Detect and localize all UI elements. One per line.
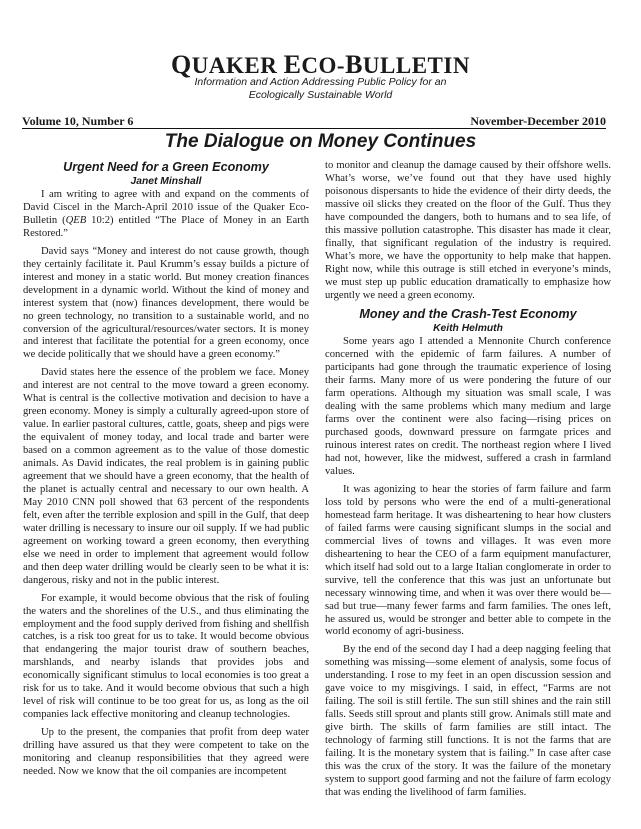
left-column	[23, 160, 309, 820]
article1-paragraph-2: David says “Money and interest do not cause growth, though they certainly facilitate it. Paul Krumm’s essay builds a picture of interest and money in a static world. But money creation finances development in a dynamic world. Without the kind of money and interest system that (now) finances development, there would be no green technology, no transition to a sustainable world, and no conversion of the agricultural/resources/water sectors. It is money and interest that facilitate the potential for a green economy, once we decide politically that we should have a green economy.”	[23, 245, 309, 361]
article1-paragraph-3: David states here the essence of the problem we face. Money and interest are not central to the move toward a green economy. What is central is the collective motivation and decision to have a green economy. Money is simply a culturally agreed-upon store of value. In earlier pastoral cultures, cattle, goats, sheep and pigs were the equivalent of money today, and local trade and barter were based on a common agreement as to the value of those domestic animals. As David indicates, the real problem is in gaining public agreement that we should have a green economy, that the health of the planet is actually central and necessary to our own health. A May 2010 CNN poll showed that 63 percent of the respondents felt, even after the terrible explosion and spill in the Gulf, that deep water drilling is necessary to insure our oil supply. If we had public agreement on working toward a green economy, then everything else we need in order to implement that agreement would follow and then deep water drilling would be clearly seen to be what it is: dangerous, risky and not in the public interest.	[23, 367, 309, 586]
article2-author: Keith Helmuth	[433, 323, 503, 335]
article1-paragraph-5: Up to the present, the companies that profit from deep water drilling have assured us that they were competent to take on the monitoring and cleanup responsibilities that they agreed were needed. Now we know that the oil companies are incompetent	[23, 727, 309, 777]
article1-author: Janet Minshall	[130, 176, 202, 187]
header-rule	[22, 128, 606, 129]
article1-paragraph-1: I am writing to agree with and expand on the comments of David Ciscel in the March-April 2010 issue of the Quaker Eco-Bulletin (QEB 10:2) entitled “The Place of Money in an Earth Restored.”	[23, 189, 310, 239]
article2-paragraph-1: Some years ago I attended a Mennonite Church conference concerned with the epidemic of farm failures. A number of participants had gone through the traumatic experience of losing their farms. Many more of us were pondering the future of our farm operations. Although my situation was small scale, I was dealing with the same problems which many medium and large farms over the continent were also facing—rising prices on purchased goods, downward pressure on farmgate prices and ruinous interest rates on credit. The northeast region where I lived had not, however, like the midwest, suffered a crash in farmland values.	[325, 336, 611, 478]
issue-date: November-December 2010	[470, 114, 606, 128]
article2-paragraph-3: By the end of the second day I had a deep nagging feeling that something was missing—some element of analysis, some focus of understanding. I rose to my feet in an open discussion session and gave voice to my misgivings. I said, in effect, “Farms are not failing. The soil is still fertile. The sun still shines and the rain still falls. Seeds still sprout and plants still grow. Animals still mate and give birth. The skills of farm families are still intact. The technology of farming still functions. It is not the farms that are failing. It is the monetary system that is failing.” In case after case this was the crux of the story. It was the failure of the monetary system to support good farming and not the failure of farm ecology that was ending the livelihood of farm families.	[325, 644, 611, 798]
article2-heading: Money and the Crash-Test Economy	[359, 307, 577, 322]
page-title: The Dialogue on Money Continues	[164, 131, 477, 152]
issue-volume: Volume 10, Number 6	[22, 114, 134, 128]
article2-paragraph-2: It was agonizing to hear the stories of farm failure and farm loss told by persons who were the end of a multi-generational homestead farm heritage. It was disheartening to hear how clusters of failed farms were causing significant slumps in the social and commercial lives of towns and villages. It was even more disheartening to hear the CEO of a farm equipment manufacturer, which itself had sold out to a large Italian conglomerate in order to survive, tell the conference that this was just an unfortunate but necessary winnowing time, and when it was over there would be—sad but true—many fewer farms and farm families. The ones left, he assured us, would be stronger and better able to compete in the world economy of agri-business.	[325, 483, 611, 638]
right-column	[325, 160, 611, 820]
newsletter-title: QUAKER ECO-BULLETIN	[171, 50, 470, 79]
newsletter-subtitle-line2: Ecologically Sustainable World	[248, 89, 393, 101]
newsletter-subtitle-line1: Information and Action Addressing Public Policy for an	[194, 76, 447, 88]
article1-paragraph-4: For example, it would become obvious that the risk of fouling the waters and the shorelines of the U.S., and thus eliminating the employment and the food supply derived from fishing and shellfish catches, is a risk too great for us to take. It would become obvious that endangering the major tourist draw of southern beaches, marshlands, and nearby islands that provides jobs and economically significant stimulus to local economies is too great a risk for us to take. And it would become obvious that such a high level of risk will continue to be too great for us, as long as the oil companies lack effective monitoring and cleanup technologies.	[23, 592, 309, 721]
article1-paragraph-continued: to monitor and cleanup the damage caused by their offshore wells. What’s worse, we’ve found out that they have used highly poisonous dispersants to hide the evidence of their dirty deeds, the massive oil slicks they created on the floor of the Gulf. Thus they have compounded the dangers, both to humans and to sea life, of this massive pollution catastrophe. This disaster has made it clear, finally, that significant regulation of the industry is required. What’s more, we have the opportunity to help make that happen. Right now, while this outrage is still etched in everyone’s minds, we must step up public education dramatically to emphasize how urgently we need a green economy.	[325, 160, 611, 301]
article1-heading: Urgent Need for a Green Economy	[63, 160, 269, 174]
